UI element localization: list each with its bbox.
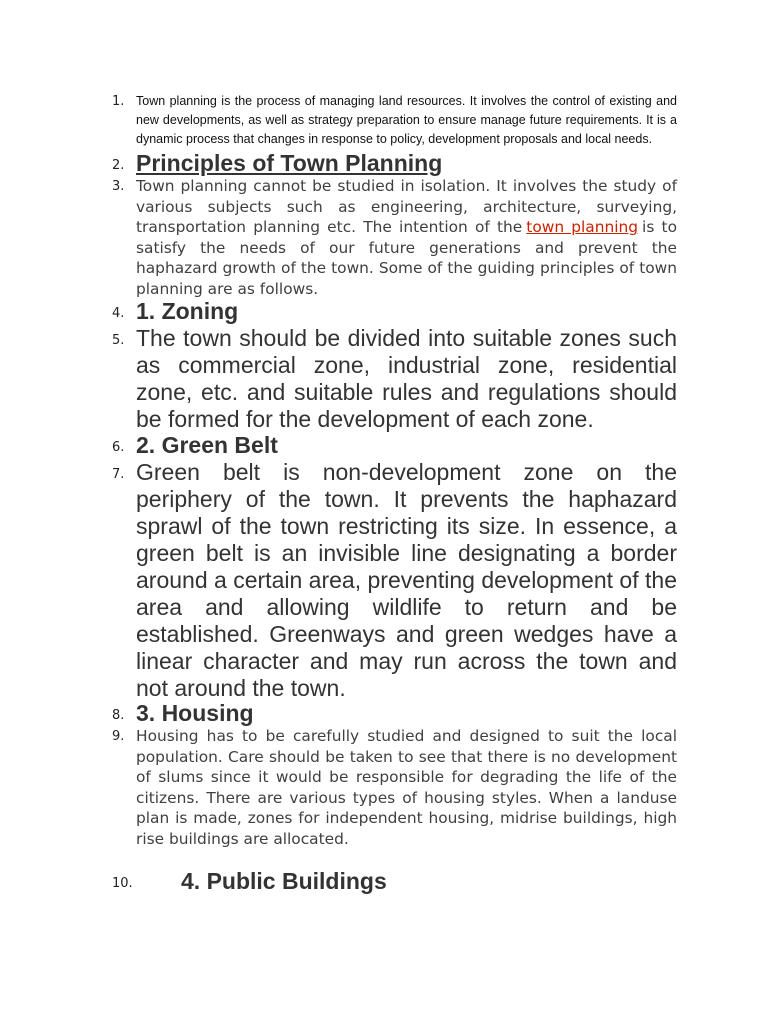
list-number: 2. xyxy=(112,158,125,173)
paragraph-text: is to satisfy the needs of our future generations and prevent the haphazard growth of the town. Some of the guiding principles of town planning are as follows. xyxy=(136,218,677,298)
list-number: 1. xyxy=(112,94,125,109)
principles-intro-paragraph xyxy=(136,176,677,299)
green-belt-paragraph: Green belt is non-development zone on the periphery of the town. It prevents the haphazard sprawl of the town restricting its size. In essence, a green belt is an invisible line designating a border around a certain area, preventing development of the area and allowing wildlife to return and be established. Greenways and green wedges have a linear character and may run across the town and not around the town. xyxy=(136,459,677,701)
list-number: 7. xyxy=(112,467,125,482)
section-heading: 2. Green Belt xyxy=(136,432,278,458)
list-number: 5. xyxy=(112,333,125,348)
section-heading: 1. Zoning xyxy=(136,298,239,324)
paragraph-text: Town planning cannot be studied in isolation. It involves the study of various subjects such as engineering, architecture, surveying, transportation planning etc. The intention of the xyxy=(136,177,677,236)
housing-paragraph: Housing has to be carefully studied and designed to suit the local population. Care should be taken to see that there is no development of slums since it would be responsible for degrading the life of the citizens. There are various types of housing styles. When a landuse plan is made, zones for independent housing, midrise buildings, high rise buildings are allocated. xyxy=(136,727,677,848)
list-number: 8. xyxy=(112,708,125,723)
section-heading: 3. Housing xyxy=(136,700,254,726)
list-number: 6. xyxy=(112,440,125,455)
document-title: Principles of Town Planning xyxy=(136,150,443,176)
list-number: 10. xyxy=(112,876,133,891)
intro-paragraph: Town planning is the process of managing land resources. It involves the control of existing and new developments, as well as strategy preparation to ensure manage future requirements. It is a dynamic process that changes in response to policy, development proposals and local needs. xyxy=(136,94,677,146)
list-number: 9. xyxy=(112,729,125,744)
town-planning-link[interactable]: town planning xyxy=(526,218,639,236)
section-heading: 4. Public Buildings xyxy=(181,868,387,894)
list-number: 4. xyxy=(112,306,125,321)
list-number: 3. xyxy=(112,179,125,194)
zoning-paragraph: The town should be divided into suitable zones such as commercial zone, industrial zone, residential zone, etc. and suitable rules and regulations should be formed for the development of each zone. xyxy=(136,325,677,432)
